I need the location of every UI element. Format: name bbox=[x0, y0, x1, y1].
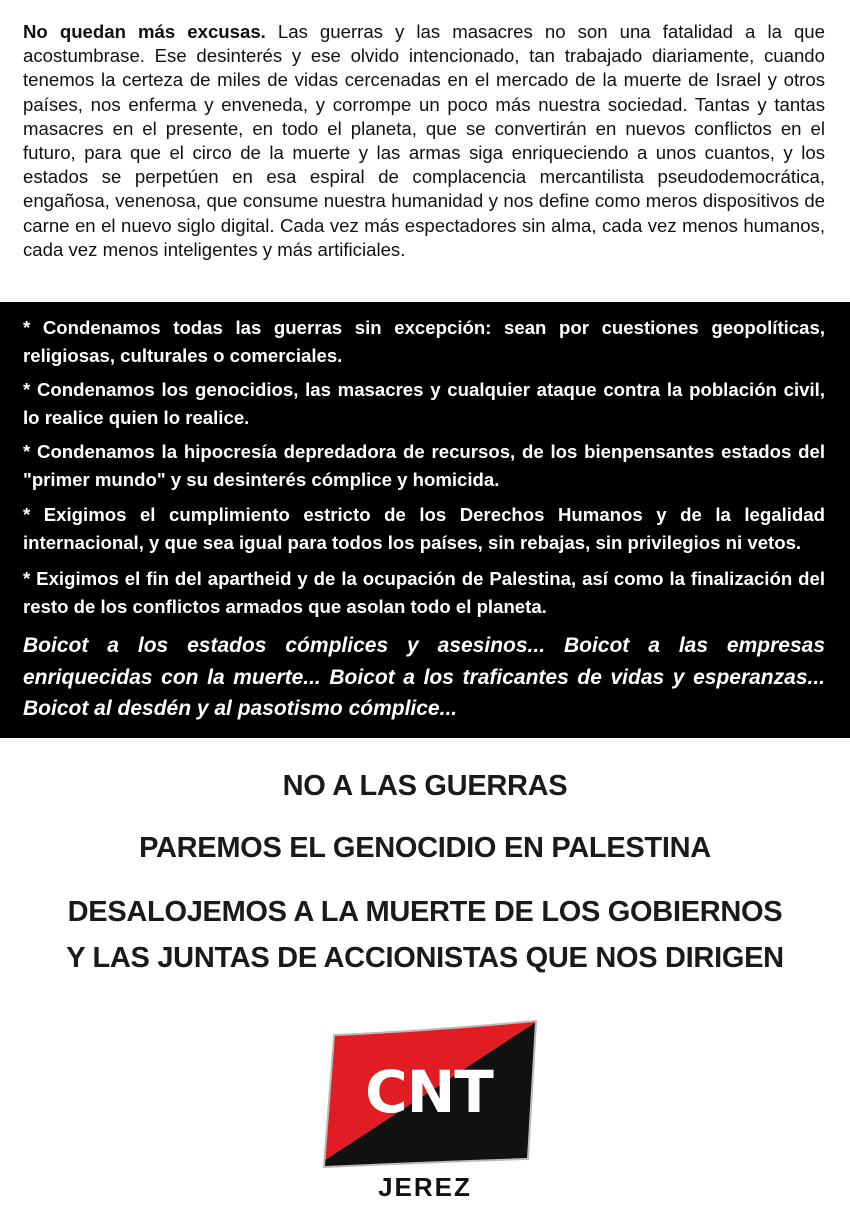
slogan-desalojemos: DESALOJEMOS A LA MUERTE DE LOS GOBIERNOS bbox=[67, 896, 783, 928]
boicot-paragraph: Boicot a los estados cómplices y asesinos... Boicot a las empresas enriquecidas con la muerte... Boicot a los traficantes de vidas y esperanzas... Boicot al desdén y al pasotismo cómplice... bbox=[23, 634, 825, 720]
logo-text: CNT bbox=[365, 1058, 493, 1126]
intro-lead: No quedan más excusas. bbox=[23, 21, 266, 42]
slogan-juntas: Y LAS JUNTAS DE ACCIONISTAS QUE NOS DIRIGEN bbox=[66, 942, 784, 974]
demand-item: * Exigimos el fin del apartheid y de la ocupación de Palestina, así como la finalización del resto de los conflictos armados que asolan todo el planeta. bbox=[23, 568, 825, 617]
slogan-no-guerras: NO A LAS GUERRAS bbox=[282, 770, 568, 802]
demand-item: * Condenamos todas las guerras sin excepción: sean por cuestiones geopolíticas, religiosas, culturales o comerciales. bbox=[23, 317, 825, 366]
location-label: JEREZ bbox=[378, 1172, 472, 1202]
cnt-logo bbox=[313, 1020, 539, 1168]
demand-item: * Condenamos los genocidios, las masacres y cualquier ataque contra la población civil, lo realice quien lo realice. bbox=[23, 379, 825, 428]
demands-panel bbox=[0, 302, 850, 738]
slogan-genocidio: PAREMOS EL GENOCIDIO EN PALESTINA bbox=[139, 832, 711, 864]
demand-item: * Exigimos el cumplimiento estricto de los Derechos Humanos y de la legalidad internacional, y que sea igual para todos los países, sin rebajas, sin privilegios ni vetos. bbox=[23, 504, 825, 553]
demand-item: * Condenamos la hipocresía depredadora de recursos, de los bienpensantes estados del "primer mundo" y su desinterés cómplice y homicida. bbox=[23, 441, 825, 490]
intro-paragraph bbox=[23, 20, 825, 262]
intro-body: Las guerras y las masacres no son una fatalidad a la que acostumbrase. Ese desinterés y ese olvido intencionado, tan trabajado diariamente, cuando tenemos la certeza de miles de vidas cercenadas en el mercado de la muerte de Israel y otros países, nos enferma y enveneda, y corrompe un poco más nuestra sociedad. Tantas y tantas masacres en el presente, en todo el planeta, que se convertirán en nuevos conflictos en el futuro, para que el circo de la muerte y las armas siga enriqueciendo a unos cuantos, y los estados se perpetúen en esa espiral de complacencia mercantilista pseudodemocrática, engañosa, venenosa, que consume nuestra humanidad y nos define como meros dispositivos de carne en el nuevo siglo digital. Cada vez más espectadores sin alma, cada vez menos humanos, cada vez menos inteligentes y más artificiales. bbox=[23, 21, 825, 260]
